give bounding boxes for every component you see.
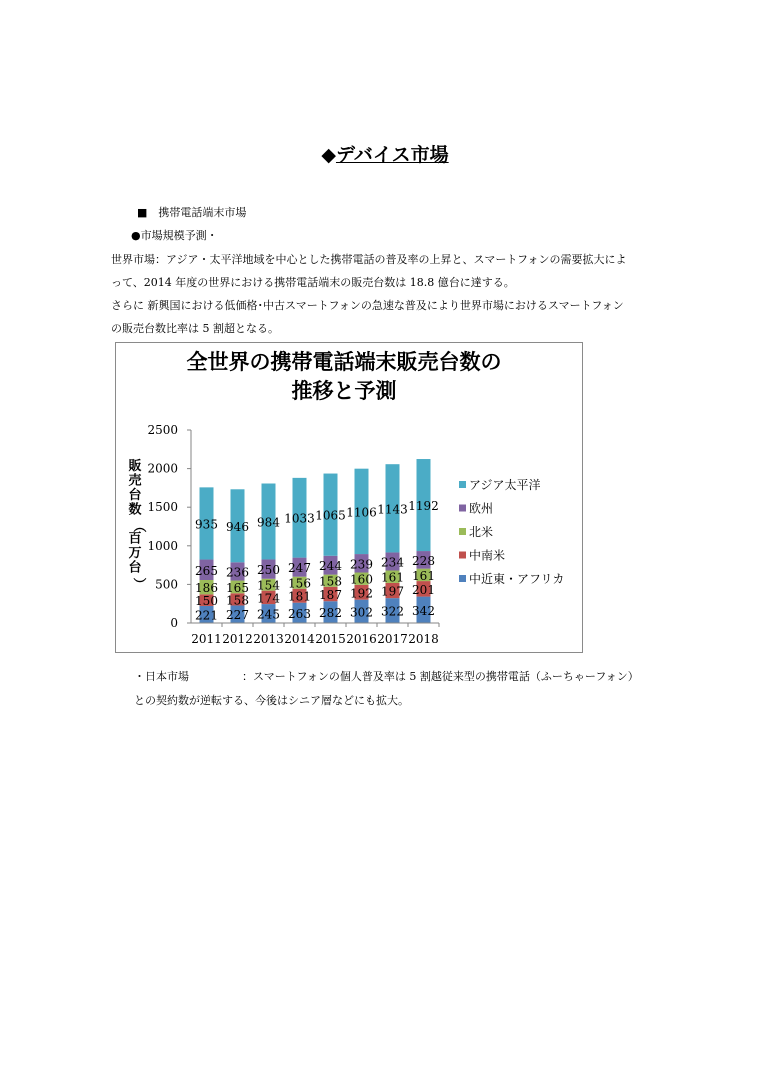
chart-frame	[115, 342, 583, 653]
x-tick-label: 2012	[222, 632, 253, 646]
data-label: 234	[381, 555, 404, 570]
data-label: 250	[257, 563, 280, 578]
data-label: 946	[226, 519, 249, 534]
data-label: 150	[195, 594, 218, 609]
data-label: 1033	[284, 511, 315, 526]
japan-market-text: ：スマートフォンの個人普及率は 5 割越従来型の携帯電話（ふーちゃーフォン）	[242, 670, 639, 683]
legend	[459, 477, 564, 586]
chart-title-line-1: 全世界の携帯電話端末販売台数の	[186, 350, 502, 374]
data-label: 192	[350, 586, 373, 601]
japan-market-text-2: との契約数が逆転する、今後はシニア層などにも拡大。	[134, 694, 409, 707]
x-tick-label: 2011	[191, 632, 222, 646]
legend-label: アジア太平洋	[469, 478, 541, 492]
data-label: 342	[412, 603, 435, 618]
data-label: 187	[319, 588, 342, 603]
data-label: 228	[412, 553, 435, 568]
page-title	[0, 140, 768, 167]
diamond-bullet-icon: ◆	[321, 144, 336, 166]
data-label: 236	[226, 565, 249, 580]
data-label: 239	[350, 557, 373, 572]
data-label: 935	[195, 517, 218, 532]
data-label: 186	[195, 581, 218, 596]
legend-swatch	[459, 505, 466, 512]
y-tick-label: 500	[155, 577, 178, 592]
y-axis-label-char: 台	[128, 488, 142, 503]
data-label: 154	[257, 578, 280, 593]
y-tick-label: 1000	[147, 538, 178, 553]
y-axis-label-char: 数	[128, 502, 142, 518]
sub-heading: ●市場規模予測・	[131, 229, 218, 242]
legend-label: 中近東・アフリカ	[469, 572, 565, 586]
data-label: 984	[257, 515, 280, 530]
y-axis-label	[128, 458, 147, 591]
y-axis-label-char: 販	[128, 459, 142, 474]
y-axis-label-char: 百	[128, 531, 142, 547]
section-heading: ■ 携帯電話端末市場	[137, 206, 247, 219]
data-label: 158	[226, 593, 249, 608]
bars	[195, 459, 439, 623]
y-axis-label-char: ）	[131, 577, 146, 591]
data-label: 197	[381, 584, 404, 599]
data-label: 245	[257, 607, 280, 622]
data-label: 247	[288, 561, 311, 576]
y-axis-ticks	[147, 423, 191, 630]
paragraph-line-2: って、2014 年度の世界における携帯電話端末の販売台数は 18.8 億台に達する。	[111, 276, 515, 289]
y-axis-label-char: 台	[128, 560, 142, 576]
data-label: 161	[381, 570, 404, 585]
x-tick-label: 2013	[253, 632, 284, 646]
x-axis-ticks	[191, 623, 439, 646]
data-label: 158	[319, 574, 342, 589]
data-label: 156	[288, 576, 311, 591]
y-tick-label: 0	[170, 616, 178, 630]
data-label: 244	[319, 559, 342, 574]
x-tick-label: 2017	[377, 632, 408, 646]
legend-swatch	[459, 575, 466, 582]
legend-label: 欧州	[469, 501, 494, 516]
legend-swatch	[459, 528, 466, 535]
data-label: 1143	[377, 502, 408, 517]
data-label: 282	[319, 606, 342, 621]
page-title-text: デバイス市場	[335, 144, 449, 166]
y-axis-label-char: （	[131, 519, 146, 533]
japan-market-label: ・日本市場	[134, 670, 189, 683]
data-label: 1106	[346, 505, 377, 520]
y-tick-label: 1500	[147, 500, 178, 515]
data-label: 1192	[408, 499, 439, 514]
data-label: 165	[226, 580, 249, 595]
data-label: 201	[412, 582, 435, 597]
stacked-bar-chart	[116, 343, 584, 654]
data-label: 161	[412, 568, 435, 583]
data-label: 322	[381, 604, 404, 619]
legend-label: 中南米	[469, 548, 506, 563]
data-label: 181	[288, 589, 311, 604]
x-tick-label: 2018	[408, 632, 439, 646]
data-label: 265	[195, 563, 218, 578]
data-label: 263	[288, 606, 311, 621]
legend-label: 北米	[469, 525, 494, 539]
x-tick-label: 2015	[315, 632, 346, 646]
paragraph-line-4: の販売台数比率は 5 割超となる。	[111, 322, 279, 335]
data-label: 160	[350, 572, 373, 587]
data-label: 174	[257, 591, 280, 606]
data-label: 221	[195, 608, 218, 623]
x-tick-label: 2014	[284, 632, 315, 646]
chart-title-line-2: 推移と予測	[291, 379, 397, 403]
y-axis-label-char: 売	[128, 473, 142, 489]
x-tick-label: 2016	[346, 632, 377, 646]
legend-swatch	[459, 552, 466, 559]
paragraph-line-3: さらに 新興国における低価格･中古スマートフォンの急速な普及により世界市場におけるスマートフォン	[111, 299, 624, 312]
paragraph-line-1: 世界市場：アジア・太平洋地域を中心とした携帯電話の普及率の上昇と、スマートフォンの需要拡大によ	[111, 253, 627, 266]
data-label: 227	[226, 608, 249, 623]
legend-swatch	[459, 481, 466, 488]
y-axis-label-char: 万	[128, 546, 142, 561]
data-label: 1065	[315, 508, 346, 523]
data-label: 302	[350, 605, 373, 620]
y-tick-label: 2000	[147, 461, 178, 476]
y-tick-label: 2500	[147, 423, 178, 437]
